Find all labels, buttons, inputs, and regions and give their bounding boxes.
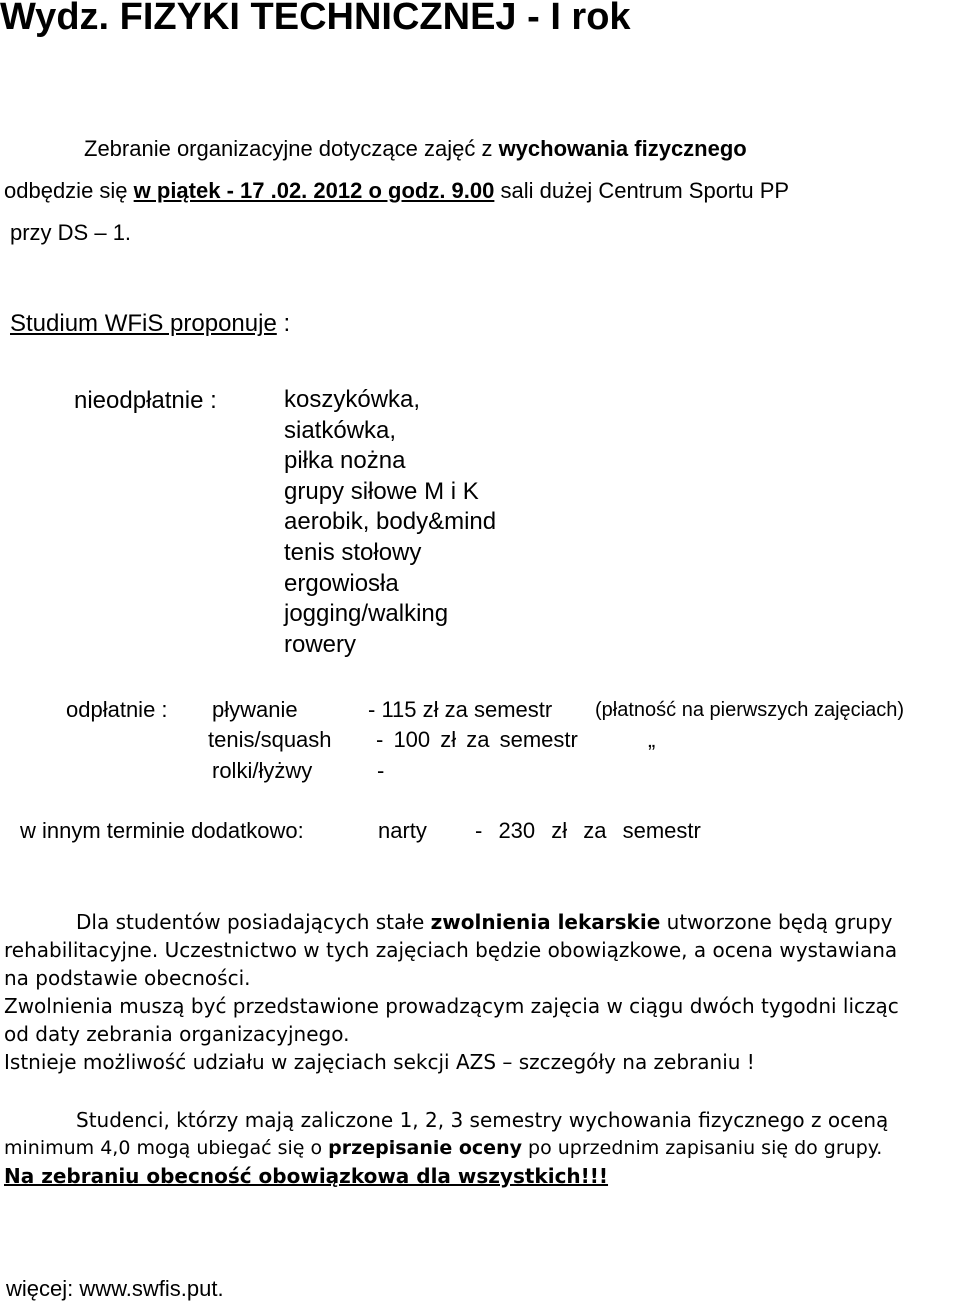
info-line-8 xyxy=(4,1137,882,1159)
paid-row-swimming-name: pływanie xyxy=(212,697,298,722)
proposal-heading-text: Studium WFiS proponuje xyxy=(10,310,277,337)
info-line-6: Istnieje możliwość udziału w zajęciach sekcji AZS – szczegóły na zebraniu ! xyxy=(4,1050,755,1074)
meeting-line-1 xyxy=(84,136,747,162)
list-item: koszykówka, xyxy=(284,386,421,413)
meeting-text: odbędzie się xyxy=(4,178,134,203)
info-line-5: od daty zebrania organizacyjnego. xyxy=(4,1022,350,1046)
paid-row-tennis-name: tenis/squash xyxy=(208,727,332,752)
list-item: rowery xyxy=(284,630,357,658)
info-emphasis: zwolnienia lekarskie xyxy=(430,910,661,934)
paid-row-tennis-ditto: „ xyxy=(648,727,656,752)
info-emphasis: przepisanie oceny xyxy=(328,1137,522,1159)
more-info: więcej: www.swfis.put. xyxy=(6,1276,224,1301)
list-item: aerobik, body&mind xyxy=(284,508,497,536)
proposal-heading-colon: : xyxy=(276,310,291,337)
meeting-line-3: przy DS – 1. xyxy=(10,220,132,245)
info-line-2: rehabilitacyjne. Uczestnictwo w tych zajęciach będzie obowiązkowe, a ocena wystawiana xyxy=(4,938,898,962)
list-item: siatkówka, xyxy=(284,416,397,444)
proposal-heading xyxy=(10,310,290,338)
info-line-9: Na zebraniu obecność obowiązkowa dla wszystkich!!! xyxy=(4,1164,609,1188)
info-line-3: na podstawie obecności. xyxy=(4,966,251,990)
paid-row-tennis-price: - 100 zł za semestr xyxy=(376,727,578,752)
info-line-4: Zwolnienia muszą być przedstawione prowadzącym zajęcia w ciągu dwóch tygodni licząc xyxy=(4,994,899,1018)
other-term-name: narty xyxy=(378,818,427,843)
meeting-date: w piątek - 17 .02. 2012 o godz. 9.00 xyxy=(133,178,495,203)
other-term-label: w innym terminie dodatkowo: xyxy=(20,818,304,843)
paid-row-skates-price: - xyxy=(377,758,385,783)
free-activities-list xyxy=(284,385,496,660)
paid-row-swimming-price: - 115 zł za semestr xyxy=(368,697,553,722)
meeting-subject: wychowania fizycznego xyxy=(498,136,747,161)
list-item: ergowiosła xyxy=(284,569,399,597)
list-item: jogging/walking xyxy=(284,600,449,628)
info-text: minimum 4,0 mogą ubiegać się o xyxy=(4,1137,329,1159)
paid-label: odpłatnie : xyxy=(66,697,168,722)
list-item: piłka nożna xyxy=(284,447,406,475)
other-term-price: - 230 zł za semestr xyxy=(475,818,701,843)
list-item: tenis stołowy xyxy=(284,538,422,566)
info-line-1 xyxy=(76,910,892,934)
paid-row-skates-name: rolki/łyżwy xyxy=(212,758,313,783)
info-text: Dla studentów posiadających stałe xyxy=(76,910,431,934)
free-label: nieodpłatnie : xyxy=(74,387,217,414)
meeting-text: Zebranie organizacyjne dotyczące zajęć z xyxy=(84,136,499,161)
page-title: Wydz. FIZYKI TECHNICZNEJ - I rok xyxy=(0,0,631,38)
meeting-place: sali dużej Centrum Sportu PP xyxy=(494,178,790,203)
paid-row-swimming-note: (płatność na pierwszych zajęciach) xyxy=(595,699,905,721)
meeting-line-2 xyxy=(4,178,789,204)
info-text: utworzone będą grupy xyxy=(660,910,893,934)
info-text: po uprzednim zapisaniu się do grupy. xyxy=(522,1137,883,1159)
info-line-7: Studenci, którzy mają zaliczone 1, 2, 3 semestry wychowania fizycznego z oceną xyxy=(76,1108,889,1132)
list-item: grupy siłowe M i K xyxy=(284,477,479,505)
